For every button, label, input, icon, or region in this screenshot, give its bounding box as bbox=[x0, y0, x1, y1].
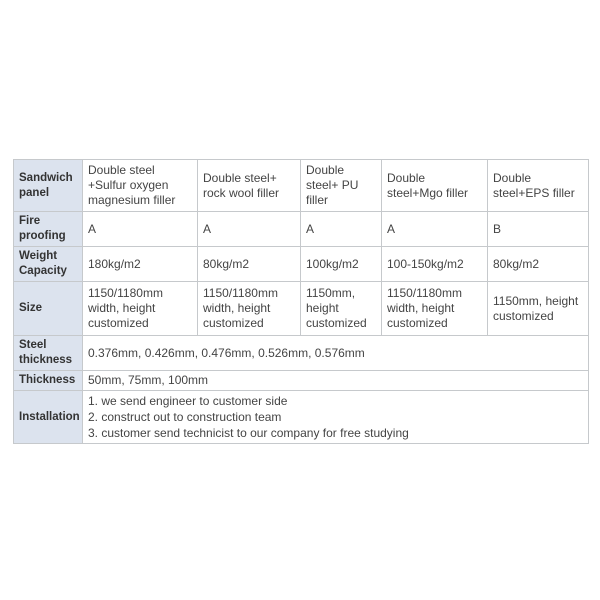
spec-cell: 100-150kg/m2 bbox=[382, 247, 488, 282]
row-label-steel-thickness: Steel thickness bbox=[14, 336, 83, 371]
installation-step-1: 1. we send engineer to customer side bbox=[88, 394, 288, 408]
spec-cell: A bbox=[198, 212, 301, 247]
spec-cell: 1150mm, height customized bbox=[488, 282, 589, 336]
row-label-fire-proofing: Fire proofing bbox=[14, 212, 83, 247]
spec-cell: A bbox=[301, 212, 382, 247]
spec-cell-span: 0.376mm, 0.426mm, 0.476mm, 0.526mm, 0.576mm bbox=[83, 336, 589, 371]
spec-cell: Double steel+EPS filler bbox=[488, 160, 589, 212]
row-label-weight-capacity: Weight Capacity bbox=[14, 247, 83, 282]
table-row-thickness bbox=[14, 371, 589, 391]
spec-cell: 80kg/m2 bbox=[488, 247, 589, 282]
spec-cell-span: 50mm, 75mm, 100mm bbox=[83, 371, 589, 391]
spec-cell: B bbox=[488, 212, 589, 247]
spec-cell: 1150/1180mm width, height customized bbox=[382, 282, 488, 336]
row-label-installation: Installation bbox=[14, 391, 83, 444]
table-row-installation bbox=[14, 391, 589, 444]
table-row-weight-capacity bbox=[14, 247, 589, 282]
spec-cell: 180kg/m2 bbox=[83, 247, 198, 282]
installation-step-3: 3. customer send technicist to our company for free studying bbox=[88, 426, 409, 440]
table-row-steel-thickness bbox=[14, 336, 589, 371]
spec-cell: 1150/1180mm width, height customized bbox=[198, 282, 301, 336]
spec-cell: 1150mm, height customized bbox=[301, 282, 382, 336]
table-row-size bbox=[14, 282, 589, 336]
row-label-size: Size bbox=[14, 282, 83, 336]
spec-cell: A bbox=[382, 212, 488, 247]
spec-cell: Double steel+ rock wool filler bbox=[198, 160, 301, 212]
row-label-sandwich-panel: Sandwich panel bbox=[14, 160, 83, 212]
spec-cell: Double steel+Mgo filler bbox=[382, 160, 488, 212]
installation-step-2: 2. construct out to construction team bbox=[88, 410, 282, 424]
spec-cell: A bbox=[83, 212, 198, 247]
spec-cell-span bbox=[83, 391, 589, 444]
spec-cell: 1150/1180mm width, height customized bbox=[83, 282, 198, 336]
spec-cell: 100kg/m2 bbox=[301, 247, 382, 282]
table-row-sandwich-panel bbox=[14, 160, 589, 212]
spec-cell: 80kg/m2 bbox=[198, 247, 301, 282]
row-label-thickness: Thickness bbox=[14, 371, 83, 391]
table-row-fire-proofing bbox=[14, 212, 589, 247]
sandwich-panel-spec-table bbox=[13, 159, 589, 444]
spec-cell: Double steel+ PU filler bbox=[301, 160, 382, 212]
spec-cell: Double steel +Sulfur oxygen magnesium filler bbox=[83, 160, 198, 212]
